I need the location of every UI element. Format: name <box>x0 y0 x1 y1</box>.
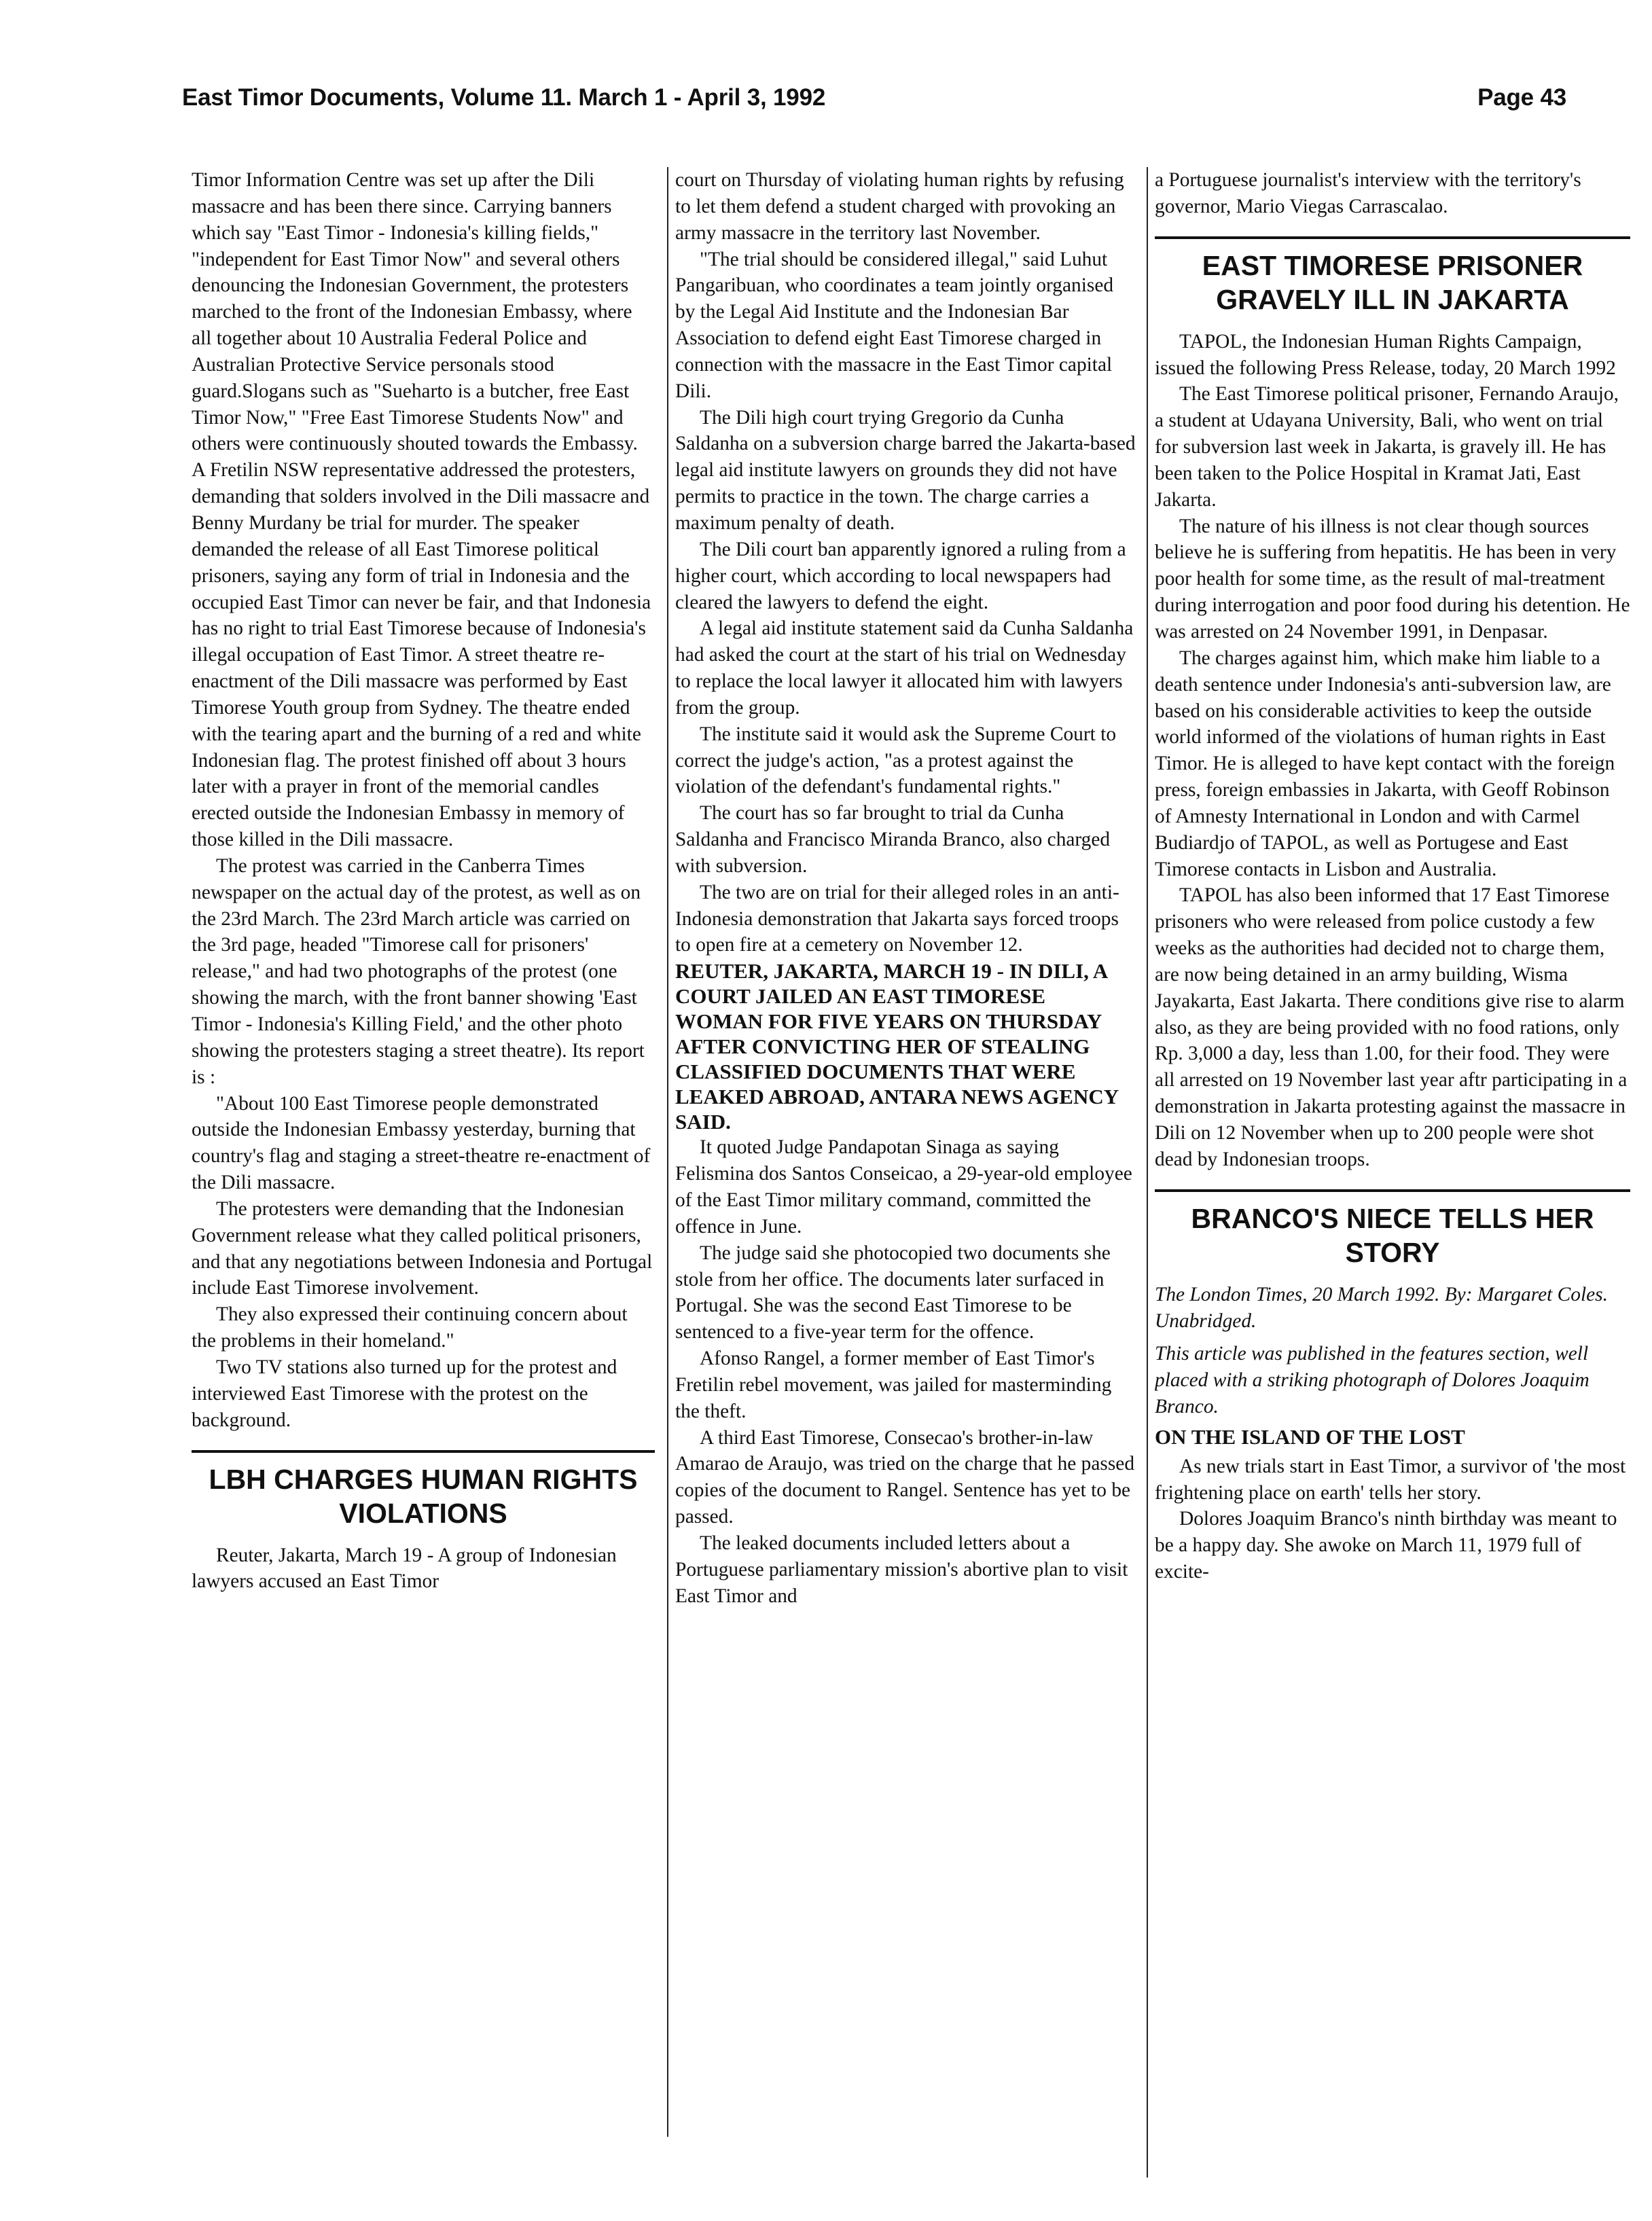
publication-title: East Timor Documents, Volume 11. March 1 - April 3, 1992 <box>182 84 826 111</box>
paragraph: The two are on trial for their alleged roles in an anti-Indonesia demonstration that Jakarta says forced troops to open fire at a cemetery on November 12. <box>675 881 1119 956</box>
paragraph: A third East Timorese, Consecao's brother-in-law Amarao de Araujo, was tried on the charge that he passed copies of the document to Rangel. Sentence has yet to be passed. <box>675 1426 1135 1528</box>
paragraph: a Portuguese journalist's interview with the territory's governor, Mario Viegas Carrascalao. <box>1155 169 1581 217</box>
running-header <box>182 84 1566 122</box>
column-rule <box>667 167 668 2137</box>
paragraph: court on Thursday of violating human rights by refusing to let them defend a student charged with provoking an army massacre in the territory last November. <box>675 169 1124 244</box>
paragraph: The court has so far brought to trial da Cunha Saldanha and Francisco Miranda Branco, also charged with subversion. <box>675 802 1111 877</box>
section-headline: BRANCO'S NIECE TELLS HER STORY <box>1191 1202 1594 1268</box>
page-number: Page 43 <box>1477 84 1566 111</box>
paragraph: Afonso Rangel, a former member of East Timor's Fretilin rebel movement, was jailed for masterminding the theft. <box>675 1348 1112 1422</box>
paragraph: The Dili court ban apparently ignored a ruling from a higher court, which according to local newspapers had cleared the lawyers to defend the eight. <box>675 538 1126 613</box>
source-line: The London Times, 20 March 1992. By: Margaret Coles. Unabridged. <box>1155 1283 1608 1332</box>
quote-paragraph: They also expressed their continuing concern about the problems in their homeland." <box>192 1303 628 1352</box>
paragraph: Two TV stations also turned up for the protest and interviewed East Timorese with the protest on the background. <box>192 1356 617 1431</box>
column-3 <box>1155 167 1630 2178</box>
paragraph: The protest was carried in the Canberra Times newspaper on the actual day of the protest, as well as on the 23rd March. The 23rd March article was carried on the 3rd page, headed "Timorese call for prisoners' release," and had two photographs of the protest (one showing the march, with the front banner showing 'East Timor - Indonesia's Killing Field,' and the other photo showing the protesters staging a street theatre). Its report is : <box>192 854 645 1088</box>
paragraph: The charges against him, which make him liable to a death sentence under Indonesia's anti-subversion law, are based on his considerable activities to keep the outside world informed of the violations of human rights in East Timor. He is alleged to have kept contact with the foreign press, foreign embassies in Jakarta, with Geoff Robinson of Amnesty International in London and with Carmel Budiardjo of TAPOL, as well as Portugese and East Timorese contacts in Lisbon and Australia. <box>1155 647 1615 880</box>
section-divider <box>192 1450 655 1453</box>
paragraph: It quoted Judge Pandapotan Sinaga as saying Felismina dos Santos Conseicao, a 29-year-old employee of the East Timor military command, committed the offence in June. <box>675 1136 1132 1238</box>
column-1 <box>192 167 655 2178</box>
section-headline: EAST TIMORESE PRISONER GRAVELY ILL IN JAKARTA <box>1202 249 1583 315</box>
paragraph: The institute said it would ask the Supreme Court to correct the judge's action, "as a protest against the violation of the defendant's fundamental rights." <box>675 723 1117 798</box>
paragraph: TAPOL has also been informed that 17 East Timorese prisoners who were released from police custody a few weeks as the authorities had decided not to charge them, are now being detained in an army building, Wisma Jayakarta, East Jakarta. There conditions give rise to alarm also, as they are being provided with no food rations, only Rp. 3,000 a day, less than 1.00, for their food. They were all arrested on 19 November last year aftr participating in a demonstration in Jakarta protesting against the massacre in Dili on 12 November when up to 200 people were shot dead by Indonesian troops. <box>1155 884 1628 1170</box>
section-headline: LBH CHARGES HUMAN RIGHTS VIOLATIONS <box>209 1463 638 1529</box>
paragraph: TAPOL, the Indonesian Human Rights Campaign, issued the following Press Release, today, 20 March 1992 <box>1155 330 1616 379</box>
paragraph: As new trials start in East Timor, a survivor of 'the most frightening place on earth' tells her story. <box>1155 1455 1626 1504</box>
column-rule <box>1147 167 1148 2178</box>
paragraph: Timor Information Centre was set up after the Dili massacre and has been there since. Carrying banners which say "East Timor - Indonesia's killing fields," "independent for East Timor Now" and several others denouncing the Indonesian Government, the protesters marched to the front of the Indonesian Embassy, where all together about 10 Australia Federal Police and Australian Protective Service personals stood guard.Slogans such as "Sueharto is a butcher, free East Timor Now," "Free East Timorese Students Now" and others were continuously shouted towards the Embassy. A Fretilin NSW representative addressed the protesters, demanding that solders involved in the Dili massacre and Benny Murdany be trial for murder. The speaker demanded the release of all East Timorese political prisoners, saying any form of trial in Indonesia and the occupied East Timor can never be fair, and that Indonesia has no right to trial East Timorese because of Indonesia's illegal occupation of East Timor. A street theatre re-enactment of the Dili massacre was performed by East Timorese Youth group from Sydney. The theatre ended with the tearing apart and the burning of a red and white Indonesian flag. The protest finished off about 3 hours later with a prayer in front of the memorial candles erected outside the Indonesian Embassy in memory of those killed in the Dili massacre. <box>192 169 651 851</box>
paragraph: Reuter, Jakarta, March 19 - A group of Indonesian lawyers accused an East Timor <box>192 1544 617 1593</box>
quote-paragraph: "About 100 East Timorese people demonstrated outside the Indonesian Embassy yesterday, burning that country's flag and staging a street-theatre re-enactment of the Dili massacre. <box>192 1092 651 1194</box>
article-subhead: ON THE ISLAND OF THE LOST <box>1155 1424 1465 1449</box>
paragraph: The East Timorese political prisoner, Fernando Araujo, a student at Udayana University, Bali, who went on trial for subversion last week in Jakarta, is gravely ill. He has been taken to the Police Hospital in Kramat Jati, East Jakarta. <box>1155 383 1619 511</box>
paragraph: The leaked documents included letters about a Portuguese parliamentary mission's abortive plan to visit East Timor and <box>675 1532 1128 1607</box>
paragraph: "The trial should be considered illegal," said Luhut Pangaribuan, who coordinates a team jointly organised by the Legal Aid Institute and the Indonesian Bar Association to defend eight East Timorese charged in connection with the massacre in the East Timor capital Dili. <box>675 248 1114 402</box>
section-divider <box>1155 236 1630 239</box>
paragraph: A legal aid institute statement said da Cunha Saldanha had asked the court at the start of his trial on Wednesday to replace the local lawyer it allocated him with lawyers from the group. <box>675 617 1134 719</box>
editor-note: This article was published in the features section, well placed with a striking photograph of Dolores Joaquim Branco. <box>1155 1343 1590 1418</box>
quote-paragraph: The protesters were demanding that the Indonesian Government release what they called political prisoners, and that any negotiations between Indonesia and Portugal include East Timorese involvement. <box>192 1197 653 1299</box>
paragraph: The judge said she photocopied two documents she stole from her office. The documents later surfaced in Portugal. She was the second East Timorese to be sentenced to a five-year term for the offence. <box>675 1242 1111 1343</box>
section-divider <box>1155 1189 1630 1192</box>
paragraph: The nature of his illness is not clear though sources believe he is suffering from hepatitis. He has been in very poor health for some time, as the result of mal-treatment during interrogation and poor food during his detention. He was arrested on 24 November 1991, in Denpasar. <box>1155 515 1630 643</box>
paragraph: The Dili high court trying Gregorio da Cunha Saldanha on a subversion charge barred the Jakarta-based legal aid institute lawyers on grounds they did not have permits to practice in the town. The charge carries a maximum penalty of death. <box>675 406 1136 534</box>
paragraph: Dolores Joaquim Branco's ninth birthday was meant to be a happy day. She awoke on March 11, 1979 full of excite- <box>1155 1508 1617 1583</box>
column-2 <box>675 167 1137 2178</box>
wire-lead: REUTER, JAKARTA, MARCH 19 - IN DILI, A COURT JAILED AN EAST TIMORESE WOMAN FOR FIVE YEARS ON THURSDAY AFTER CONVICTING HER OF STEALING CLASSIFIED DOCUMENTS THAT WERE LEAKED ABROAD, ANTARA NEWS AGENCY SAID. <box>675 959 1118 1134</box>
